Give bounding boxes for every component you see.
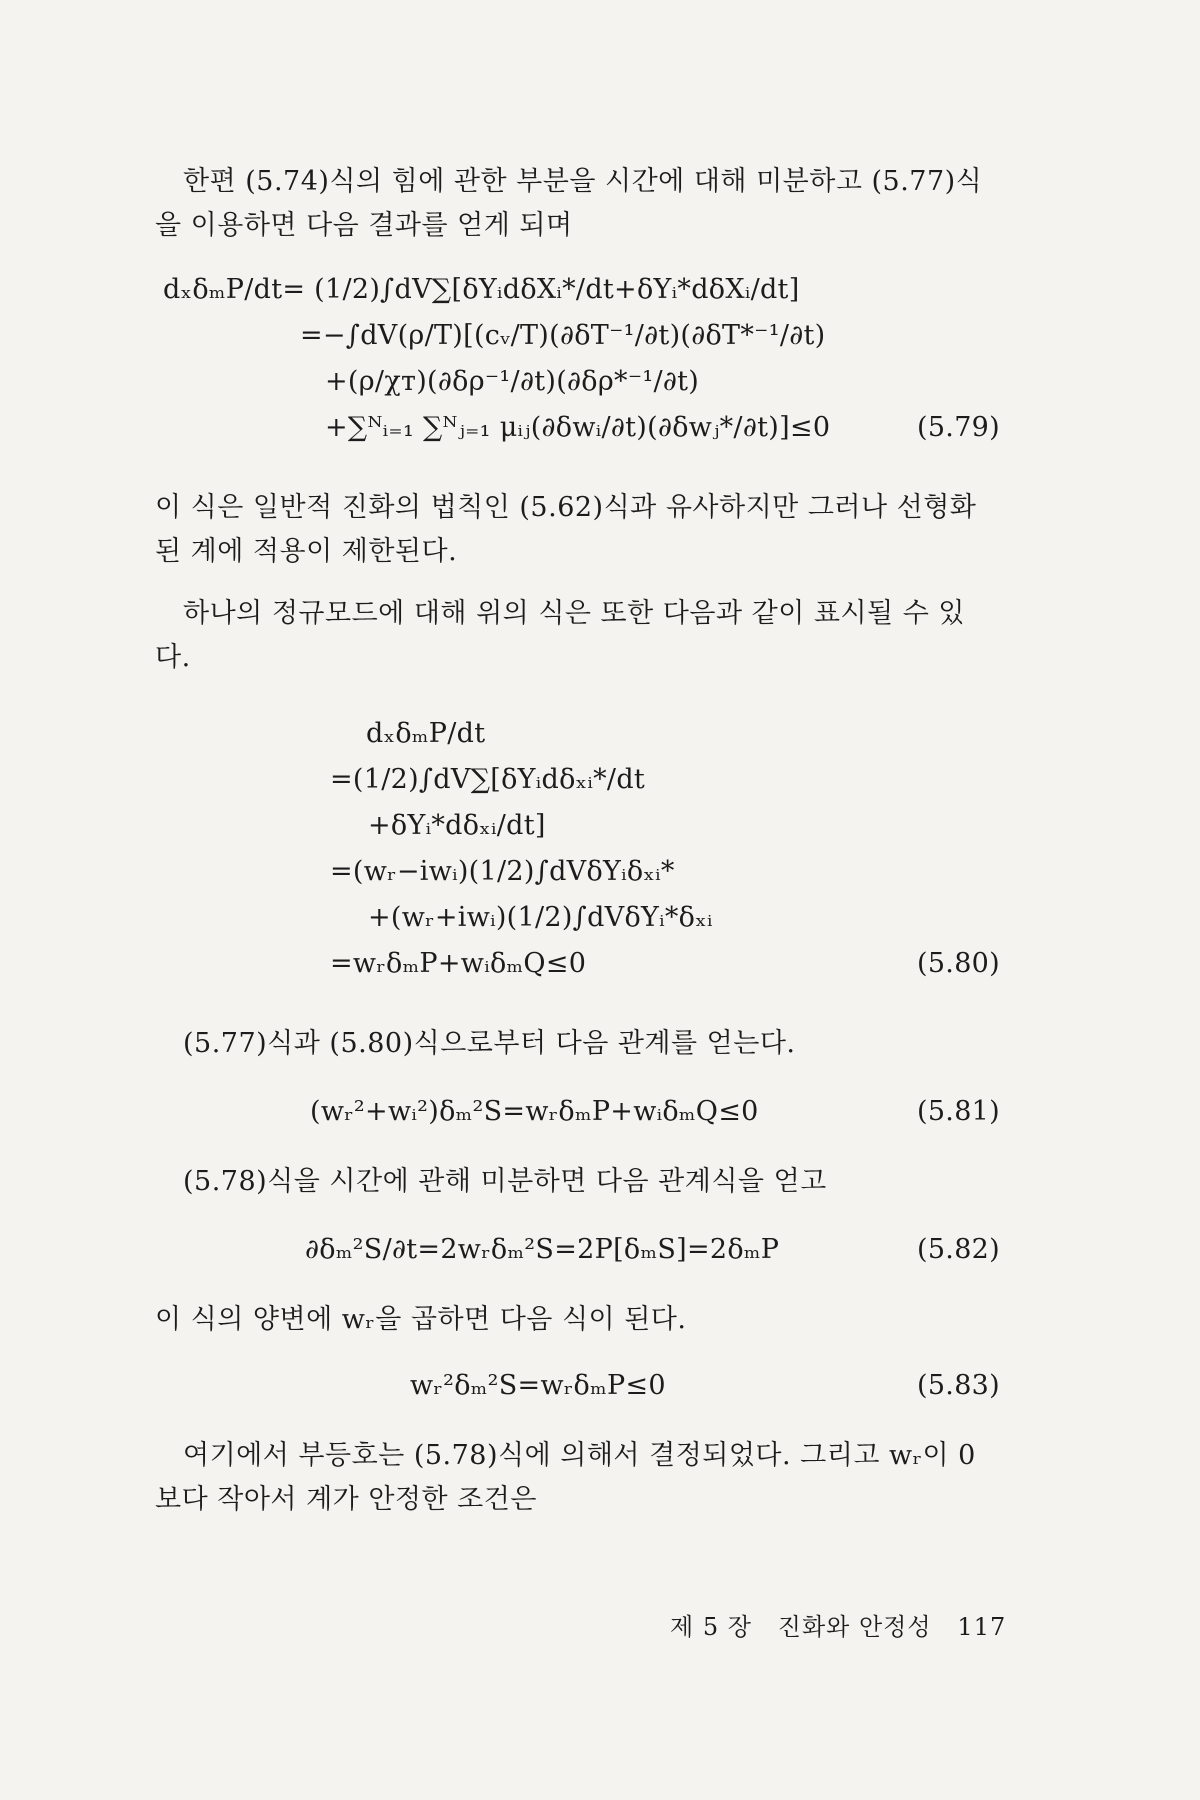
equation-number: (5.79)	[917, 412, 1000, 443]
equation-line: =(1/2)∫dV∑[δYᵢdδₓᵢ*/dt	[330, 764, 646, 795]
text-line: 이 식의 양변에 wᵣ을 곱하면 다음 식이 된다.	[155, 1304, 687, 1335]
equation-number: (5.81)	[917, 1096, 1000, 1127]
text-line: 을 이용하면 다음 결과를 얻게 되며	[155, 210, 573, 241]
page-number: 117	[957, 1613, 1007, 1641]
paragraph-derivative	[155, 1160, 1015, 1204]
paragraph-normal-mode	[155, 592, 1015, 680]
equation-line: ∂δₘ²S/∂t=2wᵣδₘ²S=2P[δₘS]=2δₘP	[305, 1234, 780, 1265]
text-line: 다.	[155, 642, 191, 673]
chapter-label: 제 5 장	[670, 1613, 752, 1641]
equation-line: =wᵣδₘP+wᵢδₘQ≤0	[330, 948, 587, 979]
text-line: (5.77)식과 (5.80)식으로부터 다음 관계를 얻는다.	[183, 1028, 796, 1059]
paragraph-stability-condition	[155, 1434, 1015, 1522]
equation-line: +∑ᴺᵢ₌₁ ∑ᴺⱼ₌₁ μᵢⱼ(∂δwᵢ/∂t)(∂δwⱼ*/∂t)]≤0	[325, 412, 831, 443]
equation-number: (5.82)	[917, 1234, 1000, 1265]
equation-line: +δYᵢ*dδₓᵢ/dt]	[368, 810, 546, 841]
paragraph-relation	[155, 1022, 1015, 1066]
paragraph-intro	[155, 160, 1015, 248]
chapter-title: 진화와 안정성	[777, 1613, 932, 1641]
text-line: 이 식은 일반적 진화의 법칙인 (5.62)식과 유사하지만 그러나 선형화	[155, 492, 977, 523]
equation-number: (5.83)	[917, 1370, 1000, 1401]
equation-line: dₓδₘP/dt= (1/2)∫dV∑[δYᵢdδXᵢ*/dt+δYᵢ*dδXᵢ/dt]	[163, 274, 800, 305]
page-footer	[670, 1612, 1006, 1642]
text-line: 보다 작아서 계가 안정한 조건은	[155, 1484, 537, 1515]
equation-line: +(ρ/χᴛ)(∂δρ⁻¹/∂t)(∂δρ*⁻¹/∂t)	[325, 366, 700, 397]
paragraph-generalization	[155, 486, 1015, 574]
text-line: 하나의 정규모드에 대해 위의 식은 또한 다음과 같이 표시될 수 있	[183, 598, 965, 629]
equation-line: dₓδₘP/dt	[366, 718, 486, 749]
equation-number: (5.80)	[917, 948, 1000, 979]
equation-line: (wᵣ²+wᵢ²)δₘ²S=wᵣδₘP+wᵢδₘQ≤0	[310, 1096, 759, 1127]
equation-line: =(wᵣ−iwᵢ)(1/2)∫dVδYᵢδₓᵢ*	[330, 856, 675, 887]
equation-line: +(wᵣ+iwᵢ)(1/2)∫dVδYᵢ*δₓᵢ	[368, 902, 713, 933]
paragraph-multiply	[155, 1298, 1015, 1342]
equation-line: =−∫dV(ρ/T)[(cᵥ/T)(∂δT⁻¹/∂t)(∂δT*⁻¹/∂t)	[300, 320, 826, 351]
text-line: 한편 (5.74)식의 힘에 관한 부분을 시간에 대해 미분하고 (5.77)식	[183, 166, 983, 197]
equation-line: wᵣ²δₘ²S=wᵣδₘP≤0	[410, 1370, 666, 1401]
text-line: 된 계에 적용이 제한된다.	[155, 536, 458, 567]
text-line: (5.78)식을 시간에 관해 미분하면 다음 관계식을 얻고	[183, 1166, 827, 1197]
text-line: 여기에서 부등호는 (5.78)식에 의해서 결정되었다. 그리고 wᵣ이 0	[183, 1440, 976, 1471]
